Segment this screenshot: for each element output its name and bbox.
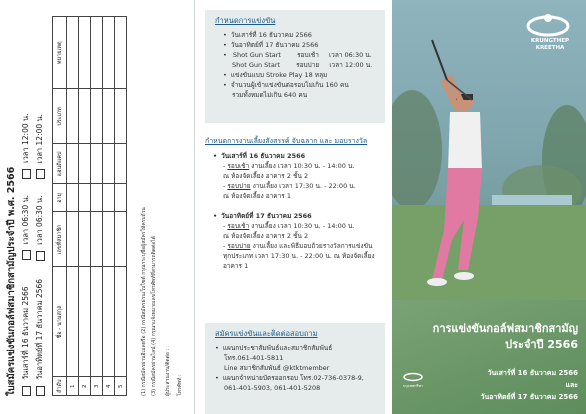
row-number: 2	[79, 377, 91, 396]
cover-title	[433, 321, 578, 353]
shotgun-row	[223, 60, 385, 70]
shotgun-label: Shot Gun Start	[232, 61, 281, 69]
form-option-day1	[20, 113, 32, 396]
round-label: รอบบ่าย	[227, 242, 251, 250]
day2-morning-checkbox[interactable]	[36, 251, 45, 261]
col-header: แฮนดิแคป	[53, 144, 67, 184]
schedule-item: • วันอาทิตย์ที่ 17 ธันวาคม 2566	[223, 40, 385, 50]
award-text: งานเลี้ยง เวลา 17:30 น. - 22:00 น.	[250, 182, 356, 190]
day2-checkbox[interactable]	[36, 386, 45, 396]
shotgun-round: รอบบ่าย	[296, 61, 320, 69]
row-number: 1	[67, 377, 79, 396]
brand-logo-text: KRUNGTHEP KREETHA	[530, 38, 570, 51]
award-text: งานเลี้ยง เวลา 10:30 น. - 14:00 น.	[249, 222, 355, 230]
contact-phone[interactable]: โทร.061-401-5811	[224, 354, 284, 362]
contact-line-id[interactable]: Line สมาชิกสัมพันธ์ @ktktmember	[224, 364, 330, 372]
award-line: - รอบบ่าย งานเลี้ยง เวลา 17:30 น. - 22:00 น.	[223, 182, 356, 190]
day1-noon-checkbox[interactable]	[22, 169, 31, 179]
form-note: (1) กรณีสมัครผ่านอีเมลหรือ (2) กรณีสมัครผ่านเว็บไซต์ กรุณาระบุชื่อผู้สมัครให้ครบถ้วน	[141, 207, 147, 396]
award-line: อาคาร 1	[223, 262, 249, 270]
contact-phone[interactable]: 061-401-5903, 061-401-5208	[224, 384, 321, 392]
table-row[interactable]	[115, 17, 127, 396]
day1-checkbox[interactable]	[22, 386, 31, 396]
award-line: - รอบบ่าย งานเลี้ยง และพิธีมอบถ้วยรางวัลการแข่งขัน	[223, 242, 373, 250]
schedule-section	[205, 10, 385, 123]
col-header: ชื่อ - นามสกุล	[53, 267, 67, 377]
contact-title: สมัครแข่งขันและติดต่อสอบถาม	[215, 329, 318, 338]
cover-dates	[481, 367, 578, 403]
round-label: รอบเช้า	[227, 162, 250, 170]
round-label: รอบเช้า	[227, 222, 250, 230]
contact-line: • แผนกประชาสัมพันธ์และสมาชิกสัมพันธ์	[215, 343, 385, 353]
form-note: (3) กรณีสมัครผ่านไลน์ (4) กรุณาแจ้งหมายเลขโทรศัพท์ที่สามารถติดต่อได้	[151, 236, 157, 396]
cover-date: วันอาทิตย์ที่ 17 ธันวาคม 2566	[480, 393, 578, 401]
cover-panel	[392, 0, 586, 414]
award-line: - รอบเช้า งานเลี้ยง เวลา 10:30 น. - 14:00 น.	[223, 162, 355, 170]
coordinator-label: ผู้ประสานงาน/ติดต่อ :	[165, 348, 171, 396]
row-number: 3	[91, 377, 103, 396]
contact-section	[205, 323, 385, 414]
cover-title-line: ประจำปี 2566	[505, 338, 578, 351]
day1-noon-label: เวลา 12:00 น.	[21, 113, 30, 163]
award-line: ณ ห้องจัดเลี้ยง อาคาร 1	[223, 192, 291, 200]
shotgun-time: เวลา 06:30 น.	[328, 51, 372, 59]
limit-total-text: รวมทั้งหมดไม่เกิน 640 คน	[232, 91, 308, 99]
small-logo	[398, 372, 428, 389]
col-header: ลำดับ	[53, 377, 67, 396]
award-line: ณ ห้องจัดเลี้ยง อาคาร 2 ชั้น 2	[223, 232, 309, 240]
small-logo-text: กรุงเทพกรีฑา	[402, 384, 424, 388]
day1-morning-label: เวลา 06:30 น.	[21, 194, 30, 245]
col-header: ประเภท	[53, 89, 67, 144]
row-number: 5	[115, 377, 127, 396]
day1-label: วันเสาร์ที่ 16 ธันวาคม 2566	[21, 286, 30, 380]
round-label: รอบบ่าย	[227, 182, 251, 190]
table-row[interactable]	[91, 17, 103, 396]
cover-date-and: และ	[565, 381, 578, 389]
day1-morning-checkbox[interactable]	[22, 250, 31, 260]
day2-noon-label: เวลา 12:00 น.	[35, 113, 44, 164]
schedule-title: กำหนดการแข่งขัน	[215, 16, 276, 25]
award-line: - รอบเช้า งานเลี้ยง เวลา 10:30 น. - 14:00 น.	[223, 222, 355, 230]
col-header: หมายเหตุ	[53, 17, 67, 89]
registration-form-panel	[0, 0, 195, 414]
shotgun-label: Shot Gun Start	[232, 51, 281, 59]
form-title: ใบสมัครแข่งขันกอล์ฟสมาชิกสามัญประจำปี พ.ศ. 2566	[6, 166, 17, 396]
cover-date: วันเสาร์ที่ 16 ธันวาคม 2566	[487, 369, 578, 377]
day2-noon-checkbox[interactable]	[36, 169, 45, 179]
col-header: เลขที่สมาชิก	[53, 212, 67, 267]
award-title: กำหนดการงานเลี้ยงสังสรรค์ จับฉลาก และ มอบรางวัล	[205, 137, 368, 145]
table-row[interactable]	[103, 17, 115, 396]
registration-form	[0, 0, 195, 414]
form-option-day2	[34, 114, 46, 396]
limit-text: • จำนวนผู้เข้าแข่งขันต่อรอบไม่เกิน 160 คน	[223, 80, 385, 90]
award-line: ณ ห้องจัดเลี้ยง อาคาร 2 ชั้น 2	[223, 172, 309, 180]
award-text: งานเลี้ยง เวลา 10:30 น. - 14:00 น.	[249, 162, 355, 170]
contact-line: • แผนกจำหน่ายบัตรออกรอบ โทร.02-736-0378-9,	[215, 373, 385, 383]
award-day1: • วันเสาร์ที่ 16 ธันวาคม 2566	[213, 151, 385, 161]
registration-table	[52, 16, 127, 396]
row-number: 4	[103, 377, 115, 396]
schedule-item: • วันเสาร์ที่ 16 ธันวาคม 2566	[223, 30, 385, 40]
award-text: งานเลี้ยง และพิธีมอบถ้วยรางวัลการแข่งขัน	[250, 242, 373, 250]
table-header-row	[53, 17, 67, 396]
phone-label: โทรศัพท์ :	[177, 374, 183, 396]
format-text: • แข่งขันแบบ Stroke Play 18 หลุม	[223, 70, 385, 80]
info-panel	[195, 0, 392, 414]
award-line: ทุกประเภท เวลา 17:30 น. - 22:00 น. ณ ห้องจัดเลี้ยง	[223, 252, 375, 260]
shotgun-row	[223, 50, 385, 60]
award-section	[205, 131, 385, 316]
day2-label: วันอาทิตย์ที่ 17 ธันวาคม 2566	[35, 278, 44, 380]
small-logo-icon	[402, 372, 424, 382]
day2-morning-label: เวลา 06:30 น.	[35, 195, 44, 245]
cover-title-line: การแข่งขันกอล์ฟสมาชิกสามัญ	[432, 322, 578, 335]
award-day2: • วันอาทิตย์ที่ 17 ธันวาคม 2566	[213, 211, 385, 221]
col-header: อายุ	[53, 184, 67, 212]
shotgun-round: รอบเช้า	[297, 51, 319, 59]
table-row[interactable]	[79, 17, 91, 396]
shotgun-time: เวลา 12:00 น.	[329, 61, 373, 69]
table-row[interactable]	[67, 17, 79, 396]
